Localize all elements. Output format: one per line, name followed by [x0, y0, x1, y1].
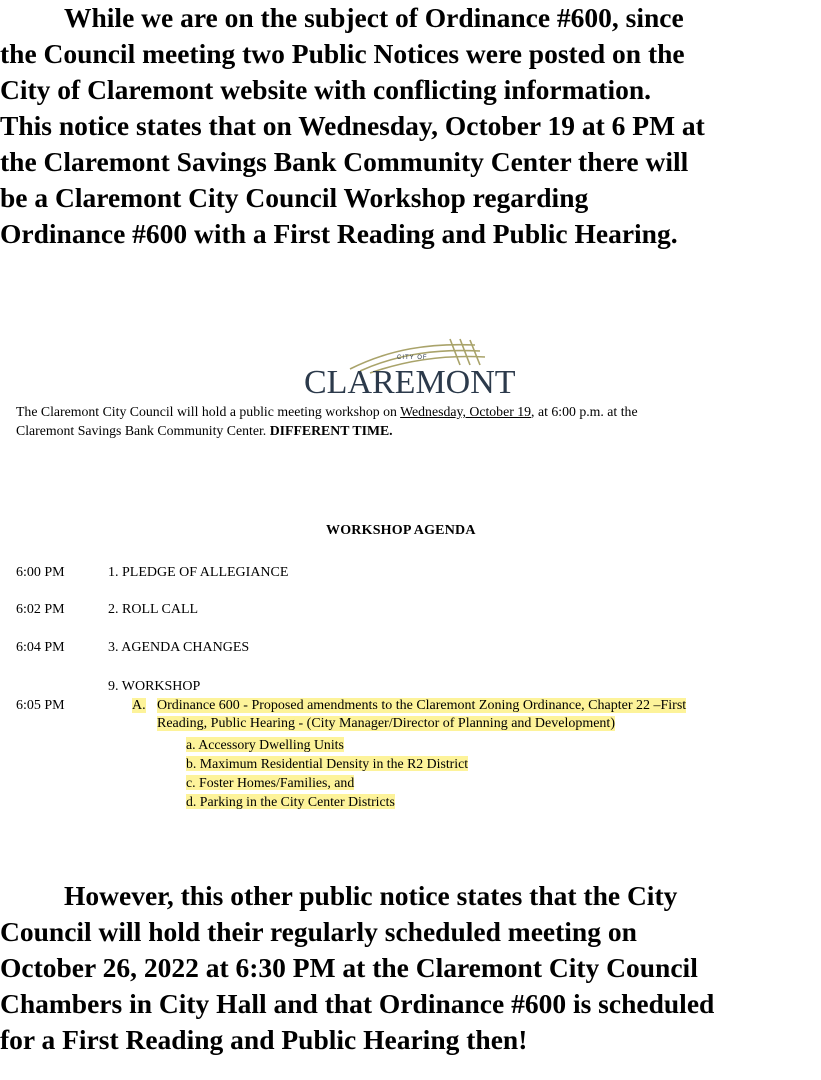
closing-line: Council will hold their regularly scheduled meeting on	[0, 916, 637, 947]
agenda-title: WORKSHOP AGENDA	[326, 523, 476, 538]
claremont-logo	[300, 335, 516, 401]
agenda-item: 9. WORKSHOP	[108, 679, 201, 694]
intro-line: Ordinance #600 with a First Reading and Public Hearing.	[0, 218, 678, 249]
agenda-item: 1. PLEDGE OF ALLEGIANCE	[108, 565, 289, 580]
notice-text	[16, 402, 821, 440]
logo-city-of: CITY OF	[397, 355, 428, 361]
intro-line: This notice states that on Wednesday, October 19 at 6 PM at	[0, 110, 705, 141]
closing-line: However, this other public notice states that the City	[64, 880, 678, 911]
logo-wordmark: CLAREMONT	[304, 364, 516, 401]
agenda-time: 6:02 PM	[16, 602, 65, 617]
closing-line: October 26, 2022 at 6:30 PM at the Claremont City Council	[0, 952, 698, 983]
intro-line: While we are on the subject of Ordinance #600, since	[64, 2, 684, 33]
workshop-subitem: a. Accessory Dwelling Units	[186, 737, 344, 752]
different-time: DIFFERENT TIME.	[269, 423, 393, 438]
workshop-ordinance: Ordinance 600 - Proposed amendments to the Claremont Zoning Ordinance, Chapter 22 –First	[157, 698, 687, 713]
agenda-item: 3. AGENDA CHANGES	[108, 640, 250, 655]
closing-line: for a First Reading and Public Hearing then!	[0, 1024, 528, 1055]
intro-line: the Council meeting two Public Notices were posted on the	[0, 38, 685, 69]
workshop-letter: A.	[132, 698, 146, 713]
notice-line: The Claremont City Council will hold a public meeting workshop on Wednesday, October 19, at 6:00 p.m. at the	[16, 404, 638, 419]
notice-date: Wednesday, October 19	[400, 404, 532, 419]
closing-paragraph	[0, 878, 821, 1058]
intro-line: City of Claremont website with conflicting information.	[0, 74, 652, 105]
notice-line: Claremont Savings Bank Community Center. DIFFERENT TIME.	[16, 423, 393, 438]
agenda-time: 6:00 PM	[16, 565, 65, 580]
closing-line: Chambers in City Hall and that Ordinance #600 is scheduled	[0, 988, 715, 1019]
workshop-subitem: b. Maximum Residential Density in the R2 District	[186, 756, 469, 771]
agenda-time: 6:04 PM	[16, 640, 65, 655]
agenda-item: 2. ROLL CALL	[108, 602, 199, 617]
intro-line: be a Claremont City Council Workshop regarding	[0, 182, 589, 213]
notice-scan	[0, 335, 821, 835]
workshop-ordinance: Reading, Public Hearing - (City Manager/Director of Planning and Development)	[157, 716, 615, 731]
intro-paragraph	[0, 0, 821, 252]
workshop-subitem: d. Parking in the City Center Districts	[186, 794, 395, 809]
intro-line: the Claremont Savings Bank Community Center there will	[0, 146, 689, 177]
workshop-subitem: c. Foster Homes/Families, and	[186, 775, 355, 790]
agenda-time: 6:05 PM	[16, 698, 65, 713]
